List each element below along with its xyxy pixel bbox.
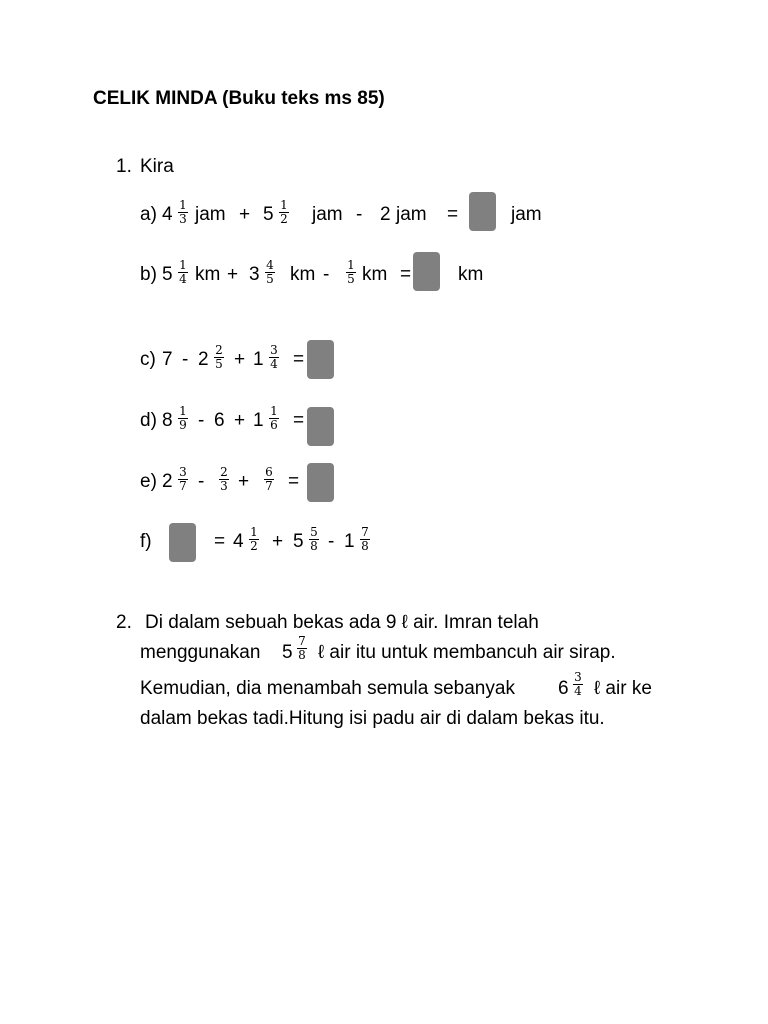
equals: =: [293, 349, 305, 370]
fraction: $\frac{2}{5}$: [215, 343, 223, 371]
unit: jam: [195, 204, 226, 225]
operator: -: [356, 204, 363, 225]
label-f: f): [140, 531, 152, 552]
whole: 5: [263, 204, 274, 225]
whole: 3: [249, 264, 260, 285]
whole: 8: [162, 410, 173, 431]
fraction: $\frac{2}{3}$: [220, 465, 228, 493]
equals: =: [214, 531, 226, 552]
fraction: $\frac{1}{4}$: [179, 258, 187, 286]
whole: 2: [380, 204, 391, 225]
operator: -: [198, 471, 205, 492]
equals: =: [288, 471, 300, 492]
fraction: $\frac{1}{3}$: [179, 198, 187, 226]
unit: jam: [312, 204, 343, 225]
whole: 5: [162, 264, 173, 285]
page-title: CELIK MINDA (Buku teks ms 85): [93, 88, 385, 109]
question-2-line-2b: ℓ air itu untuk membancuh air sirap.: [318, 642, 616, 663]
answer-box[interactable]: [469, 192, 496, 231]
answer-box[interactable]: [307, 463, 334, 502]
equals: =: [400, 264, 412, 285]
answer-box[interactable]: [307, 340, 334, 379]
question-1e: [140, 462, 340, 502]
fraction: $\frac{7}{8}$: [298, 634, 306, 662]
whole: 1: [253, 349, 264, 370]
fraction: $\frac{1}{2}$: [250, 525, 258, 553]
operator: -: [323, 264, 330, 285]
operator: +: [227, 264, 239, 285]
whole: 2: [198, 349, 209, 370]
operator: -: [328, 531, 335, 552]
fraction: $\frac{3}{4}$: [270, 343, 278, 371]
operator: +: [238, 471, 250, 492]
answer-box[interactable]: [413, 252, 440, 291]
question-2-line-1: Di dalam sebuah bekas ada 9 ℓ air. Imran telah: [145, 612, 539, 633]
question-2-number: 2.: [116, 612, 132, 633]
fraction: $\frac{4}{5}$: [266, 258, 274, 286]
whole: 2: [162, 471, 173, 492]
equals: =: [293, 410, 305, 431]
unit: km: [362, 264, 388, 285]
whole: 1: [344, 531, 355, 552]
unit: jam: [511, 204, 542, 225]
question-1d: [140, 401, 340, 441]
question-2-line-4: dalam bekas tadi.Hitung isi padu air di dalam bekas itu.: [140, 708, 605, 729]
unit: km: [195, 264, 221, 285]
label-e: e): [140, 471, 157, 492]
whole: 5: [293, 531, 304, 552]
whole: 7: [162, 349, 173, 370]
whole: 4: [162, 204, 173, 225]
unit: km: [458, 264, 484, 285]
answer-box[interactable]: [307, 407, 334, 446]
whole: 5: [282, 642, 293, 663]
label-d: d): [140, 410, 157, 431]
whole: 4: [233, 531, 244, 552]
label-a: a): [140, 204, 157, 225]
question-1c: [140, 340, 340, 380]
label-b: b): [140, 264, 157, 285]
answer-box[interactable]: [169, 523, 196, 562]
fraction: $\frac{6}{7}$: [265, 465, 273, 493]
whole: 1: [253, 410, 264, 431]
fraction: $\frac{1}{9}$: [179, 404, 187, 432]
operator: -: [182, 349, 189, 370]
operator: +: [234, 349, 246, 370]
operator: +: [272, 531, 284, 552]
equals: =: [447, 204, 459, 225]
question-1-label: Kira: [140, 156, 174, 177]
unit: jam: [396, 204, 427, 225]
question-1a: [140, 195, 560, 235]
label-c: c): [140, 349, 156, 370]
question-1-number: 1.: [116, 156, 132, 177]
operator: -: [198, 410, 205, 431]
fraction: $\frac{3}{7}$: [179, 465, 187, 493]
question-1f: [140, 522, 380, 562]
question-2-line-3b: ℓ air ke: [594, 678, 652, 699]
fraction: $\frac{5}{8}$: [310, 525, 318, 553]
whole: 6: [214, 410, 225, 431]
question-2-line-3a: Kemudian, dia menambah semula sebanyak: [140, 678, 515, 699]
fraction: $\frac{1}{5}$: [347, 258, 355, 286]
operator: +: [239, 204, 251, 225]
question-1b: [140, 255, 500, 295]
fraction: $\frac{1}{6}$: [270, 404, 278, 432]
question-2-line-2a: menggunakan: [140, 642, 261, 663]
whole: 6: [558, 678, 569, 699]
fraction: $\frac{1}{2}$: [280, 198, 288, 226]
fraction: $\frac{3}{4}$: [574, 670, 582, 698]
fraction: $\frac{7}{8}$: [361, 525, 369, 553]
unit: km: [290, 264, 316, 285]
operator: +: [234, 410, 246, 431]
